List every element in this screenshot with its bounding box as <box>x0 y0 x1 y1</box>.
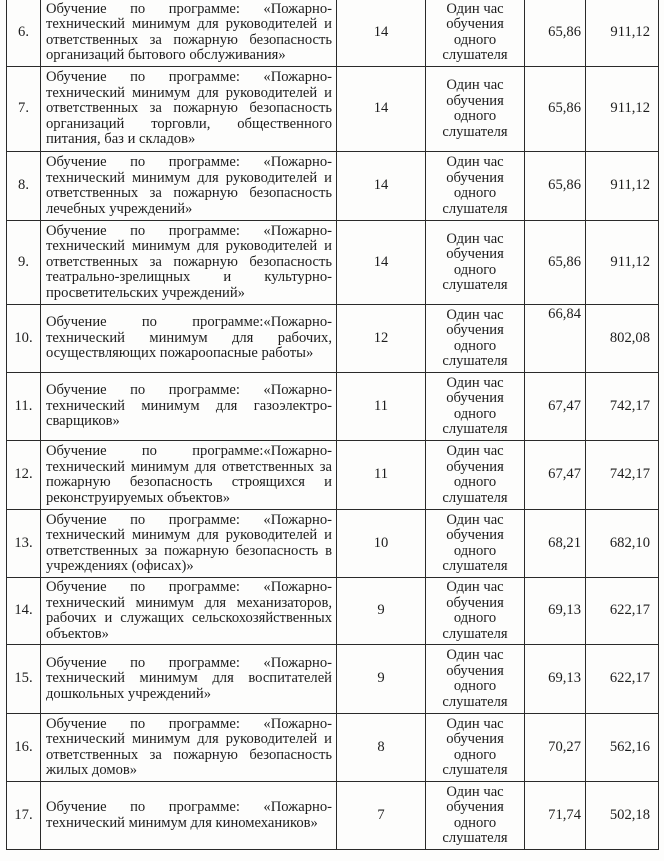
table-row <box>7 714 659 782</box>
unit-price: 66,84 <box>525 305 586 373</box>
table-row <box>7 67 659 152</box>
unit-of-measure: Один час обучения одного слушателя <box>426 373 525 441</box>
total-price: 562,16 <box>586 714 659 782</box>
unit-of-measure: Один час обучения одного слушателя <box>426 0 525 67</box>
unit-price: 69,13 <box>525 645 586 714</box>
price-table <box>6 0 659 850</box>
unit-of-measure: Один час обучения одного слушателя <box>426 645 525 714</box>
row-number: 9. <box>7 221 41 305</box>
table-row <box>7 0 659 67</box>
table-row <box>7 221 659 305</box>
table-row <box>7 441 659 510</box>
unit-price: 70,27 <box>525 714 586 782</box>
total-price: 802,08 <box>586 305 659 373</box>
table-row <box>7 578 659 645</box>
price-table-body <box>7 0 659 850</box>
row-number: 8. <box>7 152 41 221</box>
course-name: Обучение по программе: «Пожарно-технический минимум для газоэлектро-сварщиков» <box>41 373 337 441</box>
course-hours: 9 <box>337 645 426 714</box>
unit-price: 65,86 <box>525 221 586 305</box>
row-number: 12. <box>7 441 41 510</box>
course-hours: 12 <box>337 305 426 373</box>
course-name: Обучение по программе: «Пожарно-технический минимум для руководителей и ответственных за пожарную безопасность организаций торговли, общественного питания, баз и складов» <box>41 67 337 152</box>
unit-of-measure: Один час обучения одного слушателя <box>426 152 525 221</box>
unit-price: 65,86 <box>525 67 586 152</box>
total-price: 742,17 <box>586 441 659 510</box>
total-price: 911,12 <box>586 67 659 152</box>
course-hours: 14 <box>337 221 426 305</box>
course-hours: 14 <box>337 0 426 67</box>
total-price: 911,12 <box>586 221 659 305</box>
unit-price: 67,47 <box>525 441 586 510</box>
row-number: 11. <box>7 373 41 441</box>
course-hours: 9 <box>337 578 426 645</box>
table-row <box>7 152 659 221</box>
course-hours: 14 <box>337 152 426 221</box>
course-name: Обучение по программе:«Пожарно-технический минимум для рабочих, осуществляющих пожароопасные работы» <box>41 305 337 373</box>
row-number: 17. <box>7 782 41 850</box>
unit-of-measure: Один час обучения одного слушателя <box>426 441 525 510</box>
unit-price: 68,21 <box>525 510 586 578</box>
unit-price: 67,47 <box>525 373 586 441</box>
table-row <box>7 510 659 578</box>
unit-price: 71,74 <box>525 782 586 850</box>
course-hours: 8 <box>337 714 426 782</box>
course-hours: 11 <box>337 373 426 441</box>
unit-of-measure: Один час обучения одного слушателя <box>426 714 525 782</box>
unit-of-measure: Один час обучения одного слушателя <box>426 510 525 578</box>
course-hours: 10 <box>337 510 426 578</box>
course-name: Обучение по программе: «Пожарно-технический минимум для воспитателей дошкольных учреждений» <box>41 645 337 714</box>
row-number: 16. <box>7 714 41 782</box>
table-row <box>7 305 659 373</box>
unit-of-measure: Один час обучения одного слушателя <box>426 305 525 373</box>
course-name: Обучение по программе: «Пожарно-технический минимум для механизаторов, рабочих и служащих сельскохозяйственных объектов» <box>41 578 337 645</box>
course-name: Обучение по программе: «Пожарно-технический минимум для руководителей и ответственных за пожарную безопасность лечебных учреждений» <box>41 152 337 221</box>
course-hours: 14 <box>337 67 426 152</box>
row-number: 14. <box>7 578 41 645</box>
table-row <box>7 782 659 850</box>
unit-of-measure: Один час обучения одного слушателя <box>426 221 525 305</box>
total-price: 682,10 <box>586 510 659 578</box>
unit-price: 69,13 <box>525 578 586 645</box>
course-name: Обучение по программе: «Пожарно-технический минимум для киномехаников» <box>41 782 337 850</box>
table-row <box>7 373 659 441</box>
course-name: Обучение по программе:«Пожарно-технический минимум для ответственных за пожарную безопасность строящихся и реконструируемых объектов» <box>41 441 337 510</box>
table-row <box>7 645 659 714</box>
course-name: Обучение по программе: «Пожарно-технический минимум для руководителей и ответственных за пожарную безопасность театрально-зрелищных и культурно-просветительских учреждений» <box>41 221 337 305</box>
unit-of-measure: Один час обучения одного слушателя <box>426 578 525 645</box>
total-price: 622,17 <box>586 578 659 645</box>
row-number: 7. <box>7 67 41 152</box>
unit-of-measure: Один час обучения одного слушателя <box>426 782 525 850</box>
total-price: 502,18 <box>586 782 659 850</box>
course-name: Обучение по программе: «Пожарно-технический минимум для руководителей и ответственных за пожарную безопасность в учреждениях (офисах)» <box>41 510 337 578</box>
total-price: 911,12 <box>586 0 659 67</box>
row-number: 6. <box>7 0 41 67</box>
course-name: Обучение по программе: «Пожарно-технический минимум для руководителей и ответственных за пожарную безопасность организаций бытового обслуживания» <box>41 0 337 67</box>
row-number: 15. <box>7 645 41 714</box>
row-number: 10. <box>7 305 41 373</box>
course-hours: 7 <box>337 782 426 850</box>
unit-price: 65,86 <box>525 152 586 221</box>
total-price: 742,17 <box>586 373 659 441</box>
unit-of-measure: Один час обучения одного слушателя <box>426 67 525 152</box>
unit-price: 65,86 <box>525 0 586 67</box>
course-name: Обучение по программе: «Пожарно-технический минимум для руководителей и ответственных за пожарную безопасность жилых домов» <box>41 714 337 782</box>
row-number: 13. <box>7 510 41 578</box>
total-price: 622,17 <box>586 645 659 714</box>
total-price: 911,12 <box>586 152 659 221</box>
course-hours: 11 <box>337 441 426 510</box>
